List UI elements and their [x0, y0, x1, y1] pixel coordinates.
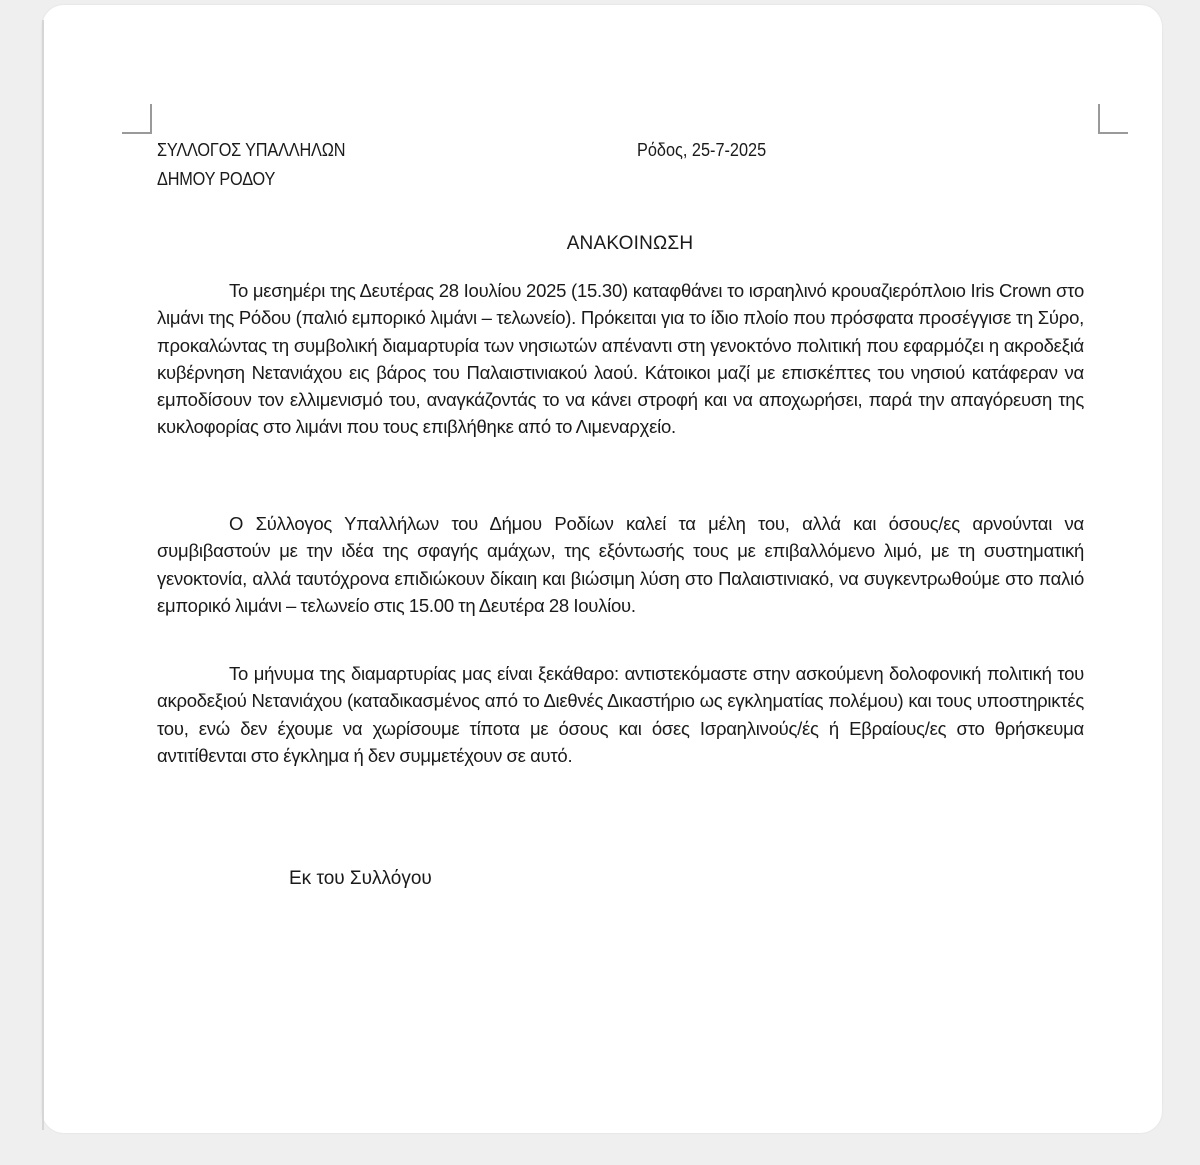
organization-header	[157, 135, 345, 193]
organization-name-line2: ΔΗΜΟΥ ΡΟΔΟΥ	[157, 168, 276, 189]
organization-name-line1: ΣΥΛΛΟΓΟΣ ΥΠΑΛΛΗΛΩΝ	[157, 139, 346, 160]
place-date: Ρόδος, 25-7-2025	[637, 139, 767, 160]
signature: Εκ του Συλλόγου	[289, 868, 432, 889]
paragraph-3: Το μήνυμα της διαμαρτυρίας μας είναι ξεκάθαρο: αντιστεκόμαστε στην ασκούμενη δολοφονική πολιτική του ακροδεξιού Νετανιάχου (καταδικασμένος από το Διεθνές Δικαστήριο ως εγκληματίας πολέμου) και τους υποστηρικτές του, ενώ δεν έχουμε να χωρίσουμε τίποτα με όσους και όσες Ισραηλινούς/ές ή Εβραίους/ες στο θρήσκευμα αντιτίθενται στο έγκλημα ή δεν συμμετέχουν σε αυτό.	[157, 663, 1084, 766]
paragraph-1: Το μεσημέρι της Δευτέρας 28 Ιουλίου 2025 (15.30) καταφθάνει το ισραηλινό κρουαζιερόπλοιο Iris Crown στο λιμάνι της Ρόδου (παλιό εμπορικό λιμάνι – τελωνείο). Πρόκειται για το ίδιο πλοίο που πρόσφατα προσέγγισε τη Σύρο, προκαλώντας τη συμβολική διαμαρτυρία των νησιωτών απέναντι στη γενοκτόνο πολιτική που εφαρμόζει η ακροδεξιά κυβέρνηση Νετανιάχου εις βάρος του Παλαιστινιακού λαού. Κάτοικοι μαζί με επισκέπτες του νησιού κατάφεραν να εμποδίσουν τον ελλιμενισμό του, αναγκάζοντάς το να κάνει στροφή και να αποχωρήσει, παρά την απαγόρευση της κυκλοφορίας στο λιμάνι που τους επιβλήθηκε από το Λιμεναρχείο.	[157, 280, 1084, 438]
document-title: ΑΝΑΚΟΙΝΩΣΗ	[566, 233, 694, 254]
paragraph-2: Ο Σύλλογος Υπαλλήλων του Δήμου Ροδίων καλεί τα μέλη του, αλλά και όσους/ες αρνούνται να συμβιβαστούν με την ιδέα της σφαγής αμάχων, της εξόντωσής τους με επιβαλλόμενο λιμό, με τη συστηματική γενοκτονία, αλλά ταυτόχρονα επιδιώκουν δίκαιη και βιώσιμη λύση στο Παλαιστινιακό, να συγκεντρωθούμε στο παλιό εμπορικό λιμάνι – τελωνείο στις 15.00 τη Δευτέρα 28 Ιουλίου.	[157, 513, 1084, 616]
